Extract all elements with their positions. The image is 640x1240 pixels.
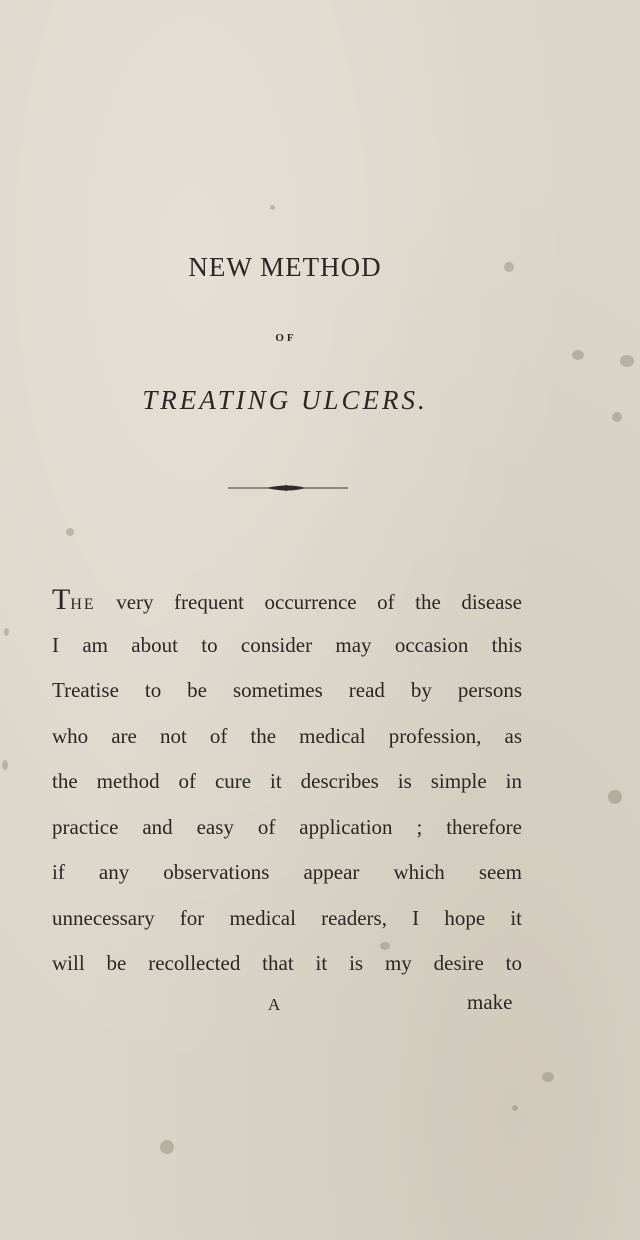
text-line: if any observations appear which seem	[52, 860, 522, 884]
foxing-spot	[2, 760, 8, 770]
title-main: NEW METHOD	[188, 252, 382, 282]
foxing-spot	[512, 1105, 518, 1111]
foxing-spot	[608, 790, 622, 804]
foxing-spot	[160, 1140, 174, 1154]
text-line: will be recollected that it is my desire to	[52, 951, 522, 975]
catchword: make	[467, 990, 513, 1014]
body-paragraph	[52, 577, 522, 987]
ornament-rule	[226, 482, 350, 494]
foxing-spot	[620, 355, 634, 367]
foxing-spot	[4, 628, 9, 636]
text-line: practice and easy of application ; therefore	[52, 814, 522, 839]
text-line: THE very frequent occurrence of the disease	[52, 583, 522, 616]
title-of: OF	[275, 332, 297, 344]
title-subtitle: TREATING ULCERS.	[142, 385, 428, 415]
small-caps-word: HE	[70, 596, 96, 613]
text-line: unnecessary for medical readers, I hope it	[52, 905, 522, 930]
text-line: who are not of the medical profession, as	[52, 723, 522, 748]
text-line: the method of cure it describes is simple in	[52, 769, 522, 793]
drop-cap: T	[52, 583, 71, 616]
text-line: I am about to consider may occasion this	[52, 632, 522, 657]
foxing-spot	[572, 350, 584, 360]
foxing-spot	[270, 205, 275, 210]
foxing-spot	[542, 1072, 554, 1082]
text-line: Treatise to be sometimes read by persons	[52, 678, 522, 702]
signature-mark: A	[268, 995, 281, 1014]
foxing-spot	[612, 412, 622, 422]
foxing-spot	[66, 528, 74, 536]
